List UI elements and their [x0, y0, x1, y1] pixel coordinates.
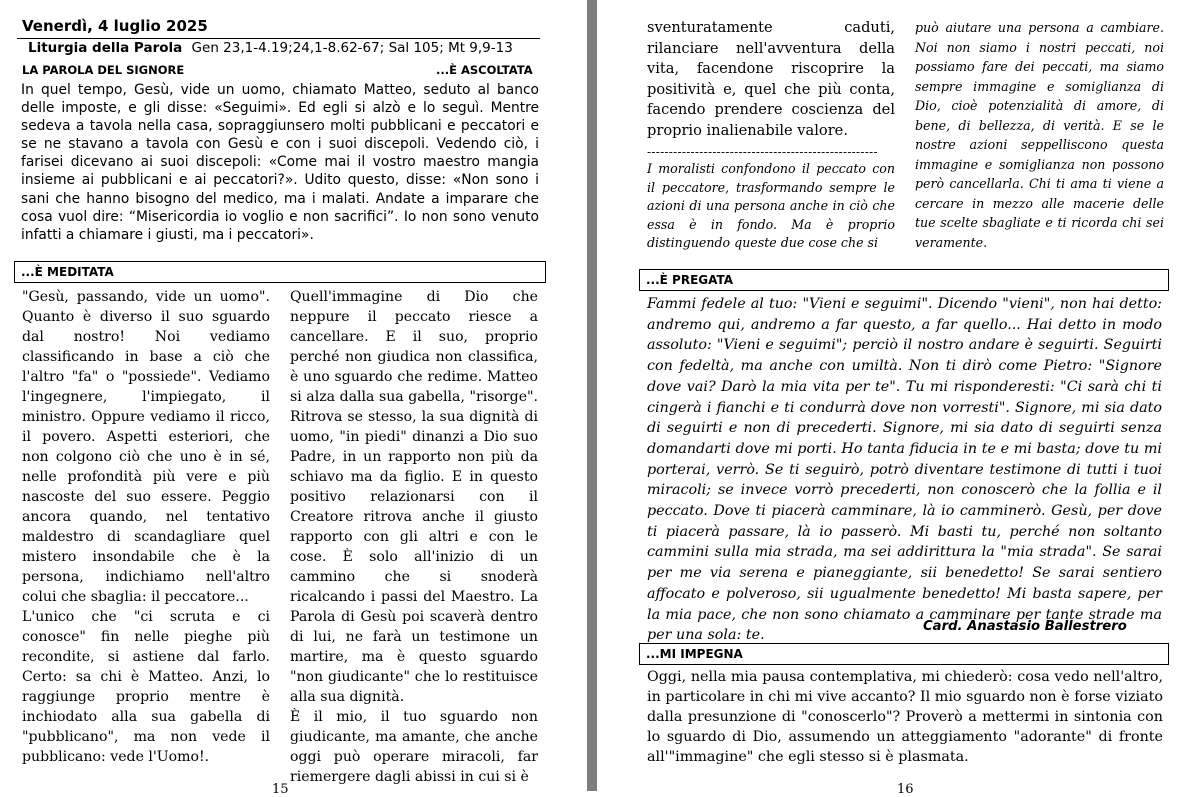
liturgy-refs: Gen 23,1-4.19;24,1-8.62-67; Sal 105; Mt 9,9-13 [191, 40, 513, 56]
left-page [0, 0, 587, 797]
dashed-separator: ----------------------------------------------------- [647, 145, 878, 159]
page-date: Venerdì, 4 luglio 2025 [22, 17, 208, 35]
meditated-heading: ...È MEDITATA [21, 265, 114, 279]
page-divider [587, 0, 597, 791]
quote-right: può aiutare una persona a cambiare. Noi non siamo i nostri peccati, noi possiamo fare dei peccati, ma siamo sempre immagine e somiglianza di Dio, cioè potenzialità di amore, di bene, di bellezza, di verità. E se le nostre azioni seppelliscono questa immagine e somiglianza non possono però cancellarla. Chi ti ama ti viene a cercare in mezzo alle macerie delle tue scelte sbagliate e ti ricorda chi sei veramente. [915, 20, 1164, 250]
word-heading: LA PAROLA DEL SIGNORE [22, 63, 185, 77]
right-page [597, 0, 1180, 797]
commitment-heading: ...MI IMPEGNA [646, 647, 743, 661]
page-number-right: 16 [897, 782, 914, 797]
word-heading-listened: ...È ASCOLTATA [436, 63, 533, 77]
quote-left: I moralisti confondono il peccato con il peccatore, trasformando sempre le azioni di una persona anche in ciò che essa è in fondo. Ma è proprio distinguendo queste due cose che si [647, 161, 895, 251]
prayed-heading: ...È PREGATA [646, 273, 734, 287]
continuation-body: sventuratamente caduti, rilanciare nell'avventura della vita, facendone riscoprire la positività e, quel che più conta, facendo prendere coscienza del proprio inalienabile valore. [647, 19, 895, 139]
commitment-text: Oggi, nella mia pausa contemplativa, mi chiederò: cosa vedo nell'altro, in particolare in chi mi vive accanto? Il mio sguardo non è forse viziato dalla presunzione di "conoscerlo"? Proverò a mettermi in sintonia con lo sguardo di Dio, assumendo un atteggiamento "adorante" di fronte all'"immagine" che egli stesso si è plasmata. [647, 669, 1163, 765]
page-number-left: 15 [272, 782, 289, 797]
prayer-text: Fammi fedele al tuo: "Vieni e seguimi". Dicendo "vieni", non hai detto: andremo qui, andremo a far questo, a far quello... Hai detto in modo assoluto: "Vieni e seguimi"; perciò il nostro andare è seguirti. Seguirti con fedeltà, ma anche con umiltà. Non ti dirò come Pietro: "Signore dove vai? Darò la mia vita per te". Tu mi risponderesti: "Ci sarà chi ti cingerà i fianchi e ti condurrà dove non vorresti". Signore, mi sia dato di seguirti e non di precederti. Signore, mi sia dato di seguirti senza domandarti dove mi porti. Ho tanta fiducia in te e mi basta; dove tu mi porterai, verrò. Se ti seguirò, potrò diventare testimone di tutti i tuoi miracoli; se invece vorrò precederti, non conoscerò che la follia e il peccato. Dove ti piacerà camminare, là io camminerò. Gesù, per dove ti piacerà passare, là io passerò. Mi basti tu, perché non soltanto cammini sulla mia strada, ma sei addirittura la "mia strada". Se sarai per me via serena e pianeggiante, sii benedetto! Se sarai sentiero affocato e polveroso, sii ugualmente benedetto! Mi basta sapere, per la mia pace, che non sono chiamato a camminare per tante strade ma per una sola: te. [647, 296, 1162, 644]
meditation-column-1: "Gesù, passando, vide un uomo". Quanto è diverso il suo sguardo dal nostro! Noi vediamo classificando in base a ciò che l'altro "fa" o "possiede". Vediamo l'ingegnere, l'impiegato, il ministro. Oppure vediamo il ricco, il povero. Aspetti esteriori, che non colgono ciò che uno è in sé, nelle profondità più vere e più nascoste del suo essere. Peggio ancora quando, nel tentativo maldestro di scandagliare quel mistero insondabile che è la persona, indichiamo nell'altro colui che sbaglia: il peccatore... L'unico che "ci scruta e ci conosce" fin nelle pieghe più recondite, si astiene dal farlo. Certo: sa chi è Matteo. Anzi, lo raggiunge proprio mentre è inchiodato alla sua gabella di "pubblicano", ma non vede il pubblicano: vede l'Uomo!. [22, 289, 270, 765]
prayed-heading-box [639, 269, 1169, 291]
prayer-author: Card. Anastasio Ballestrero [923, 619, 1127, 634]
liturgy-line [17, 38, 540, 56]
continuation-text [647, 18, 895, 161]
gospel-text: In quel tempo, Gesù, vide un uomo, chiamato Matteo, seduto al banco delle imposte, e gli disse: «Seguimi». Ed egli si alzò e lo seguì. Mentre sedeva a tavola nella casa, sopraggiunsero molti pubblicani e peccatori e se ne stavano a tavola con Gesù e con i suoi discepoli. Vedendo ciò, i farisei dicevano ai suoi discepoli: «Come mai il vostro maestro mangia insieme ai pubblicani e ai peccatori?». Udito questo, disse: «Non sono i sani che hanno bisogno del medico, ma i malati. Andate a imparare che cosa vuol dire: “Misericordia io voglio e non sacrifici”. Io non sono venuto infatti a chiamare i giusti, ma i peccatori». [21, 82, 539, 243]
commitment-heading-box [639, 643, 1169, 665]
liturgy-label: Liturgia della Parola [28, 40, 183, 56]
meditation-column-2: Quell'immagine di Dio che neppure il peccato riesce a cancellare. E il suo, proprio perché non giudica non classifica, è uno sguardo che redime. Matteo si alza dalla sua gabella, "risorge". Ritrova se stesso, la sua dignità di uomo, "in piedi" dinanzi a Dio suo Padre, in un rapporto non più da schiavo ma da figlio. E in questo positivo relazionarsi con il Creatore ritrova anche il giusto rapporto con gli altri e con le cose. È solo all'inizio di un cammino che si snoderà ricalcando i passi del Maestro. La Parola di Gesù poi scaverà dentro di lui, ne farà un testimone un martire, ma è questo sguardo "non giudicante" che lo restituisce alla sua dignità. È il mio, il tuo sguardo non giudicante, ma amante, che anche oggi può operare miracoli, far riemergere dagli abissi in cui si è [290, 289, 538, 785]
meditated-heading-box [14, 261, 546, 283]
